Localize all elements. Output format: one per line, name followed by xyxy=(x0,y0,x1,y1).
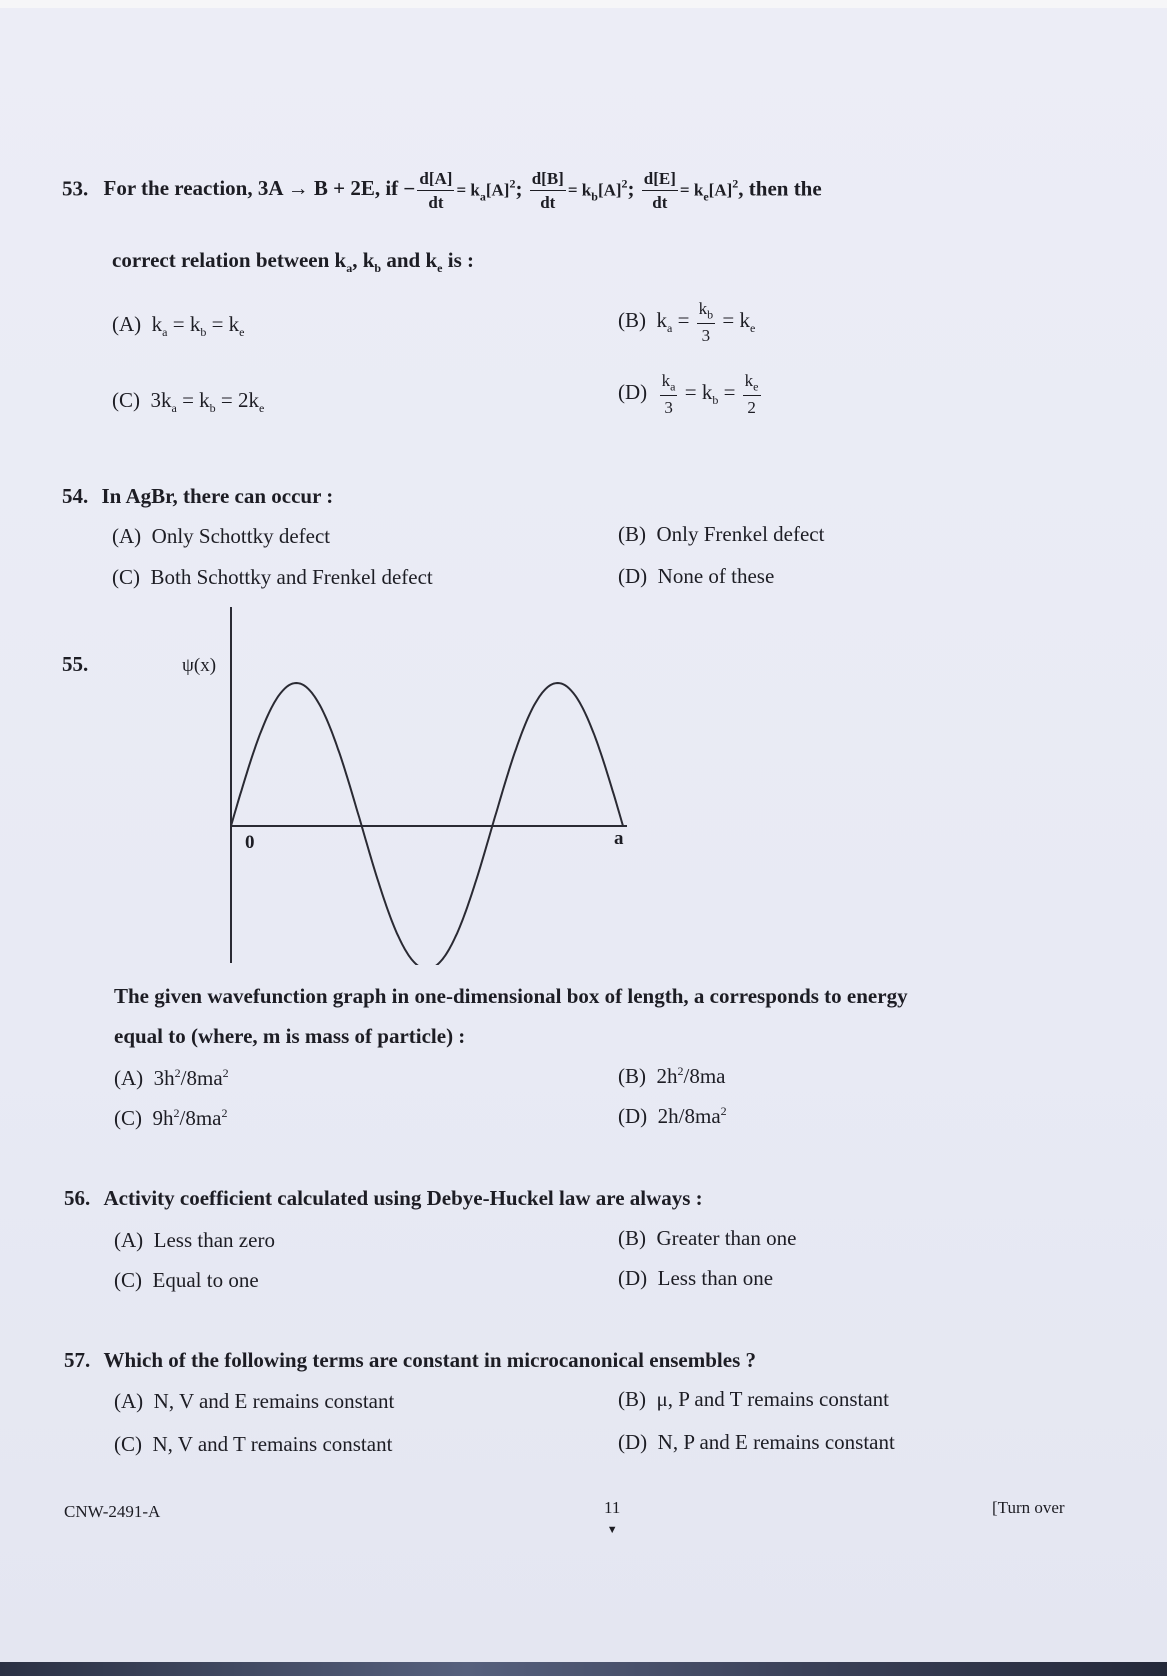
q56-option-a[interactable]: (A) Less than zero xyxy=(114,1228,275,1252)
q56-option-c[interactable]: (C) Equal to one xyxy=(114,1268,259,1292)
q54-option-d[interactable]: (D) None of these xyxy=(618,564,775,588)
fraction-dE-dt: $\frac{d[E]}{dt}$ xyxy=(643,169,676,212)
origin-label: 0 xyxy=(245,832,255,853)
q54-option-c[interactable]: (C) Both Schottky and Frenkel defect xyxy=(112,565,433,589)
q57-option-d[interactable]: (D) N, P and E remains constant xyxy=(618,1430,895,1454)
q54-option-b[interactable]: (B) Only Frenkel defect xyxy=(618,522,825,546)
q55-option-a[interactable]: (A) $3h^2/8ma^2$ xyxy=(114,1066,229,1090)
footer-turn-over: [Turn over xyxy=(992,1498,1065,1517)
q53-option-c[interactable]: (C) $3k_a = k_b = 2k_e$ xyxy=(112,388,265,416)
q55-option-c[interactable]: (C) $9h^2/8ma^2$ xyxy=(114,1106,228,1130)
q55-option-b[interactable]: (B) $2h^2/8ma$ xyxy=(618,1064,726,1088)
page-top-edge xyxy=(0,0,1167,8)
fraction-kb-3: $\frac{k_b}{3}$ xyxy=(698,299,714,346)
question-text: For the reaction, 3A → B + 2E, if xyxy=(103,176,399,201)
fraction-dA-dt: $\frac{d[A]}{dt}$ xyxy=(419,169,453,212)
q54-option-a[interactable]: (A) Only Schottky defect xyxy=(112,524,331,548)
question-56: 56. Activity coefficient calculated using Debye-Huckel law are always : xyxy=(64,1186,703,1210)
question-54: 54. In AgBr, there can occur : xyxy=(62,484,334,508)
q55-option-d[interactable]: (D) $2h/8ma^2$ xyxy=(618,1104,727,1128)
q57-option-b[interactable]: (B) μ, P and T remains constant xyxy=(618,1387,890,1411)
minus-sign: − xyxy=(403,176,416,201)
fraction-ka-3: $\frac{k_a}{3}$ xyxy=(661,371,676,418)
q53-option-b[interactable]: (B) $k_a$ = $\frac{k_b}{3}$ = $k_e$ xyxy=(618,299,756,346)
fraction-ke-2: $\frac{k_e}{2}$ xyxy=(744,371,759,418)
fraction-dB-dt: $\frac{d[B]}{dt}$ xyxy=(531,169,564,212)
question-55-number: 55. xyxy=(62,652,89,676)
question-55-text2: equal to (where, m is mass of particle) : xyxy=(114,1024,466,1048)
q56-option-d[interactable]: (D) Less than one xyxy=(618,1266,774,1290)
question-57: 57. Which of the following terms are constant in microcanonical ensembles ? xyxy=(64,1348,757,1372)
q57-option-a[interactable]: (A) N, V and E remains constant xyxy=(114,1389,395,1413)
q53-option-d[interactable]: (D) $\frac{k_a}{3}$ = $k_b$ = $\frac{k_e}{2}$ xyxy=(618,371,759,418)
question-53: 53. For the reaction, 3A → B + 2E, if − $\frac{d[A]}{dt}$ = $k_a[A]^2$; $\frac{d[B]}{dt}$ = $k_b[A]^2$; $\frac{d[E]}{dt}$ = $k_e[A]^2$, then the xyxy=(62,169,822,212)
question-53-line2: correct relation between $k_a$, $k_b$ and $k_e$ is : xyxy=(112,248,474,276)
footer-code: CNW-2491-A xyxy=(64,1502,161,1521)
q56-option-b[interactable]: (B) Greater than one xyxy=(618,1226,797,1250)
down-arrow-icon: ▼ xyxy=(606,1524,618,1536)
q53-option-a[interactable]: (A) $k_a = k_b = k_e$ xyxy=(112,312,245,340)
question-55-text: The given wavefunction graph in one-dimensional box of length, a corresponds to energy xyxy=(114,984,908,1008)
q57-option-c[interactable]: (C) N, V and T remains constant xyxy=(114,1432,393,1456)
wavefunction-curve xyxy=(231,683,623,965)
footer-page-number: 11 ▼ xyxy=(604,1498,621,1536)
wavefunction-graph xyxy=(225,605,635,965)
x-end-label: a xyxy=(614,828,624,849)
question-number: 53. xyxy=(62,176,89,201)
y-axis-label: ψ(x) xyxy=(182,655,217,676)
page-bottom-edge xyxy=(0,1662,1167,1676)
